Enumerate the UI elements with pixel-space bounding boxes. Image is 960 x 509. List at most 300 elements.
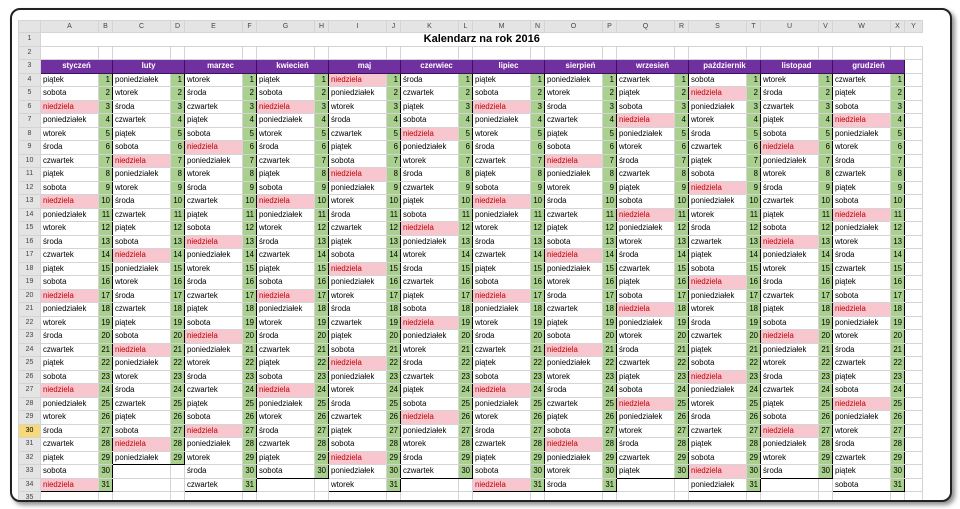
day-name-cell-sunday[interactable]: niedziela [113, 438, 171, 452]
day-number-cell[interactable]: 29 [675, 451, 689, 465]
day-number-cell[interactable]: 23 [531, 370, 545, 384]
day-number-cell[interactable]: 26 [747, 411, 761, 425]
day-number-cell[interactable]: 3 [531, 100, 545, 114]
day-name-cell[interactable]: poniedziałek [113, 73, 171, 87]
row-header[interactable]: 28 [19, 397, 41, 411]
day-name-cell[interactable]: sobota [689, 357, 747, 371]
day-name-cell[interactable]: piątek [329, 330, 387, 344]
day-number-cell[interactable]: 19 [387, 316, 401, 330]
day-name-cell[interactable]: wtorek [401, 249, 459, 263]
day-name-cell[interactable]: czwartek [401, 87, 459, 101]
day-number-cell[interactable]: 20 [747, 330, 761, 344]
day-name-cell[interactable]: środa [761, 276, 819, 290]
day-number-cell[interactable]: 19 [315, 316, 329, 330]
day-name-cell-sunday[interactable]: niedziela [257, 384, 315, 398]
day-name-cell[interactable]: środa [833, 438, 891, 452]
day-name-cell[interactable]: wtorek [185, 73, 243, 87]
day-name-cell-sunday[interactable]: niedziela [329, 451, 387, 465]
day-number-cell[interactable]: 2 [891, 87, 905, 101]
day-number-cell[interactable]: 6 [387, 141, 401, 155]
day-name-cell[interactable]: piątek [257, 168, 315, 182]
empty-cell[interactable] [905, 141, 923, 155]
day-name-cell[interactable]: środa [473, 330, 531, 344]
day-name-cell[interactable]: wtorek [329, 478, 387, 492]
day-name-cell-sunday[interactable]: niedziela [113, 249, 171, 263]
day-name-cell[interactable]: środa [761, 465, 819, 479]
row-header[interactable]: 6 [19, 100, 41, 114]
day-number-cell[interactable]: 24 [603, 384, 617, 398]
day-name-cell[interactable]: sobota [545, 141, 603, 155]
day-number-cell[interactable]: 19 [99, 316, 113, 330]
column-header-v[interactable]: V [819, 21, 833, 33]
day-name-cell[interactable]: środa [545, 289, 603, 303]
day-number-cell[interactable]: 5 [315, 127, 329, 141]
day-number-cell[interactable]: 27 [603, 424, 617, 438]
empty-cell[interactable] [905, 397, 923, 411]
day-name-cell[interactable]: piątek [401, 100, 459, 114]
day-name-cell[interactable]: sobota [113, 235, 171, 249]
day-name-cell[interactable]: wtorek [185, 451, 243, 465]
row-header[interactable]: 11 [19, 168, 41, 182]
day-number-cell[interactable]: 23 [747, 370, 761, 384]
day-number-cell[interactable]: 28 [171, 438, 185, 452]
day-number-cell[interactable]: 20 [819, 330, 833, 344]
day-name-cell-sunday[interactable]: niedziela [113, 343, 171, 357]
day-number-cell[interactable]: 31 [603, 478, 617, 492]
day-name-cell[interactable]: czwartek [617, 357, 675, 371]
day-name-cell-sunday[interactable]: niedziela [761, 330, 819, 344]
day-name-cell[interactable]: sobota [545, 235, 603, 249]
day-name-cell[interactable]: środa [113, 384, 171, 398]
empty-cell[interactable] [315, 46, 329, 60]
day-number-cell[interactable]: 17 [171, 289, 185, 303]
day-name-cell[interactable]: wtorek [761, 451, 819, 465]
day-number-cell[interactable]: 14 [171, 249, 185, 263]
day-number-cell[interactable]: 20 [315, 330, 329, 344]
day-number-cell[interactable]: 8 [315, 168, 329, 182]
day-name-cell[interactable]: poniedziałek [41, 397, 99, 411]
day-number-cell[interactable]: 4 [243, 114, 257, 128]
day-number-cell[interactable]: 31 [747, 478, 761, 492]
day-name-cell[interactable]: środa [329, 208, 387, 222]
row-header[interactable]: 7 [19, 114, 41, 128]
day-name-cell[interactable]: czwartek [833, 451, 891, 465]
day-name-cell[interactable]: sobota [329, 249, 387, 263]
day-name-cell[interactable]: sobota [761, 316, 819, 330]
day-name-cell[interactable]: czwartek [617, 73, 675, 87]
month-header[interactable]: marzec [185, 60, 257, 74]
empty-cell[interactable] [99, 492, 113, 503]
day-number-cell[interactable]: 8 [387, 168, 401, 182]
day-name-cell[interactable]: środa [113, 195, 171, 209]
empty-cell[interactable] [905, 276, 923, 290]
day-number-cell[interactable]: 11 [99, 208, 113, 222]
day-name-cell[interactable]: czwartek [473, 154, 531, 168]
day-name-cell[interactable]: sobota [617, 384, 675, 398]
day-name-cell[interactable]: piątek [41, 73, 99, 87]
day-number-cell[interactable]: 30 [675, 465, 689, 479]
empty-cell[interactable] [531, 46, 545, 60]
empty-cell[interactable] [675, 478, 689, 492]
day-number-cell[interactable]: 17 [747, 289, 761, 303]
day-name-cell[interactable]: czwartek [617, 262, 675, 276]
row-header[interactable]: 18 [19, 262, 41, 276]
day-number-cell[interactable]: 8 [819, 168, 833, 182]
day-number-cell[interactable]: 15 [459, 262, 473, 276]
empty-cell[interactable] [905, 424, 923, 438]
day-name-cell-sunday[interactable]: niedziela [185, 141, 243, 155]
day-number-cell[interactable]: 27 [819, 424, 833, 438]
day-number-cell[interactable]: 14 [891, 249, 905, 263]
day-number-cell[interactable]: 8 [603, 168, 617, 182]
empty-cell[interactable] [905, 235, 923, 249]
day-number-cell[interactable]: 13 [675, 235, 689, 249]
day-name-cell[interactable]: sobota [689, 168, 747, 182]
day-number-cell[interactable]: 29 [459, 451, 473, 465]
empty-cell[interactable] [171, 465, 185, 479]
day-name-cell[interactable]: czwartek [41, 154, 99, 168]
day-name-cell[interactable]: sobota [257, 370, 315, 384]
day-name-cell[interactable]: poniedziałek [833, 127, 891, 141]
empty-cell[interactable] [113, 465, 171, 479]
day-name-cell[interactable]: wtorek [833, 141, 891, 155]
day-number-cell[interactable]: 31 [99, 478, 113, 492]
calendar-title[interactable]: Kalendarz na rok 2016 [423, 33, 540, 45]
empty-cell[interactable] [113, 478, 171, 492]
day-name-cell[interactable]: wtorek [545, 181, 603, 195]
day-number-cell[interactable]: 25 [243, 397, 257, 411]
day-number-cell[interactable]: 2 [243, 87, 257, 101]
column-header-g[interactable]: G [257, 21, 315, 33]
day-number-cell[interactable]: 16 [99, 276, 113, 290]
day-number-cell[interactable]: 21 [387, 343, 401, 357]
day-name-cell[interactable]: czwartek [761, 289, 819, 303]
empty-cell[interactable] [905, 46, 923, 60]
day-number-cell[interactable]: 21 [315, 343, 329, 357]
day-number-cell[interactable]: 19 [243, 316, 257, 330]
day-name-cell[interactable]: poniedziałek [401, 235, 459, 249]
day-number-cell[interactable]: 5 [747, 127, 761, 141]
day-name-cell[interactable]: sobota [617, 195, 675, 209]
day-number-cell[interactable]: 19 [171, 316, 185, 330]
day-name-cell[interactable]: sobota [257, 465, 315, 479]
day-number-cell[interactable]: 23 [459, 370, 473, 384]
empty-cell[interactable] [905, 303, 923, 317]
day-name-cell-sunday[interactable]: niedziela [689, 465, 747, 479]
day-number-cell[interactable]: 11 [459, 208, 473, 222]
day-number-cell[interactable]: 28 [459, 438, 473, 452]
empty-cell[interactable] [459, 46, 473, 60]
day-number-cell[interactable]: 7 [747, 154, 761, 168]
day-name-cell-sunday[interactable]: niedziela [545, 438, 603, 452]
day-number-cell[interactable]: 23 [603, 370, 617, 384]
empty-cell[interactable] [761, 46, 819, 60]
day-name-cell-sunday[interactable]: niedziela [401, 316, 459, 330]
empty-cell[interactable] [113, 492, 171, 503]
day-number-cell[interactable]: 28 [99, 438, 113, 452]
day-name-cell-sunday[interactable]: niedziela [833, 114, 891, 128]
day-name-cell[interactable]: piątek [473, 451, 531, 465]
day-number-cell[interactable]: 9 [747, 181, 761, 195]
day-number-cell[interactable]: 21 [171, 343, 185, 357]
day-name-cell[interactable]: wtorek [833, 424, 891, 438]
empty-cell[interactable] [761, 492, 819, 503]
day-name-cell[interactable]: środa [41, 424, 99, 438]
day-name-cell[interactable]: piątek [761, 303, 819, 317]
day-name-cell[interactable]: wtorek [617, 424, 675, 438]
day-number-cell[interactable]: 4 [387, 114, 401, 128]
row-header[interactable]: 21 [19, 303, 41, 317]
row-header[interactable]: 13 [19, 195, 41, 209]
empty-cell[interactable] [905, 87, 923, 101]
day-number-cell[interactable]: 11 [171, 208, 185, 222]
day-number-cell[interactable]: 4 [819, 114, 833, 128]
day-name-cell[interactable]: poniedziałek [113, 451, 171, 465]
column-header-u[interactable]: U [761, 21, 819, 33]
day-number-cell[interactable]: 28 [243, 438, 257, 452]
day-number-cell[interactable]: 20 [675, 330, 689, 344]
day-name-cell[interactable]: czwartek [833, 262, 891, 276]
row-header[interactable]: 25 [19, 357, 41, 371]
day-name-cell[interactable]: czwartek [401, 276, 459, 290]
row-header[interactable]: 23 [19, 330, 41, 344]
day-name-cell[interactable]: poniedziałek [185, 249, 243, 263]
day-number-cell[interactable]: 10 [459, 195, 473, 209]
day-number-cell[interactable]: 18 [603, 303, 617, 317]
row-header[interactable]: 4 [19, 73, 41, 87]
day-number-cell[interactable]: 14 [459, 249, 473, 263]
day-number-cell[interactable]: 15 [531, 262, 545, 276]
day-number-cell[interactable]: 20 [243, 330, 257, 344]
day-name-cell[interactable]: sobota [473, 181, 531, 195]
day-number-cell[interactable]: 13 [891, 235, 905, 249]
day-name-cell[interactable]: czwartek [545, 397, 603, 411]
day-number-cell[interactable]: 2 [315, 87, 329, 101]
day-name-cell-sunday[interactable]: niedziela [761, 235, 819, 249]
day-name-cell[interactable]: czwartek [689, 141, 747, 155]
day-name-cell[interactable]: wtorek [617, 330, 675, 344]
day-number-cell[interactable]: 25 [171, 397, 185, 411]
column-header-p[interactable]: P [603, 21, 617, 33]
day-number-cell[interactable]: 8 [531, 168, 545, 182]
day-name-cell-sunday[interactable]: niedziela [185, 424, 243, 438]
column-header-i[interactable]: I [329, 21, 387, 33]
day-number-cell[interactable]: 13 [243, 235, 257, 249]
day-name-cell[interactable]: czwartek [113, 208, 171, 222]
day-number-cell[interactable]: 10 [747, 195, 761, 209]
day-number-cell[interactable]: 3 [747, 100, 761, 114]
empty-cell[interactable] [41, 46, 99, 60]
day-number-cell[interactable]: 6 [531, 141, 545, 155]
empty-cell[interactable] [171, 478, 185, 492]
day-name-cell[interactable]: czwartek [761, 384, 819, 398]
day-name-cell[interactable]: środa [185, 370, 243, 384]
day-number-cell[interactable]: 7 [891, 154, 905, 168]
day-number-cell[interactable]: 28 [819, 438, 833, 452]
day-number-cell[interactable]: 9 [819, 181, 833, 195]
day-number-cell[interactable]: 9 [99, 181, 113, 195]
day-number-cell[interactable]: 21 [531, 343, 545, 357]
day-name-cell[interactable]: poniedziałek [689, 100, 747, 114]
day-number-cell[interactable]: 28 [891, 438, 905, 452]
day-number-cell[interactable]: 24 [99, 384, 113, 398]
day-name-cell-sunday[interactable]: niedziela [833, 303, 891, 317]
day-name-cell-sunday[interactable]: niedziela [617, 208, 675, 222]
day-number-cell[interactable]: 31 [891, 478, 905, 492]
day-number-cell[interactable]: 6 [675, 141, 689, 155]
day-name-cell[interactable]: poniedziałek [473, 303, 531, 317]
day-name-cell[interactable]: piątek [833, 181, 891, 195]
day-name-cell[interactable]: piątek [545, 411, 603, 425]
day-number-cell[interactable]: 12 [315, 222, 329, 236]
day-number-cell[interactable]: 4 [171, 114, 185, 128]
day-name-cell[interactable]: sobota [113, 424, 171, 438]
day-number-cell[interactable]: 8 [99, 168, 113, 182]
day-number-cell[interactable]: 3 [387, 100, 401, 114]
day-name-cell[interactable]: sobota [401, 303, 459, 317]
empty-cell[interactable] [171, 46, 185, 60]
day-name-cell[interactable]: piątek [617, 181, 675, 195]
day-name-cell[interactable]: poniedziałek [761, 154, 819, 168]
day-name-cell[interactable]: wtorek [545, 465, 603, 479]
day-number-cell[interactable]: 20 [99, 330, 113, 344]
empty-cell[interactable] [113, 46, 171, 60]
day-number-cell[interactable]: 15 [315, 262, 329, 276]
day-name-cell[interactable]: środa [329, 114, 387, 128]
day-number-cell[interactable]: 9 [315, 181, 329, 195]
empty-cell[interactable] [243, 46, 257, 60]
day-name-cell-sunday[interactable]: niedziela [761, 141, 819, 155]
day-name-cell[interactable]: poniedziałek [401, 330, 459, 344]
day-name-cell[interactable]: piątek [329, 141, 387, 155]
day-number-cell[interactable]: 10 [531, 195, 545, 209]
day-number-cell[interactable]: 9 [531, 181, 545, 195]
day-number-cell[interactable]: 18 [819, 303, 833, 317]
empty-cell[interactable] [905, 114, 923, 128]
empty-cell[interactable] [257, 478, 315, 492]
day-number-cell[interactable]: 29 [891, 451, 905, 465]
day-number-cell[interactable]: 2 [747, 87, 761, 101]
day-name-cell[interactable]: piątek [617, 370, 675, 384]
day-name-cell[interactable]: środa [617, 154, 675, 168]
row-header[interactable]: 31 [19, 438, 41, 452]
day-name-cell[interactable]: wtorek [185, 168, 243, 182]
day-number-cell[interactable]: 28 [315, 438, 329, 452]
day-name-cell[interactable]: sobota [473, 370, 531, 384]
day-number-cell[interactable]: 17 [315, 289, 329, 303]
day-number-cell[interactable]: 6 [603, 141, 617, 155]
day-number-cell[interactable]: 2 [171, 87, 185, 101]
day-name-cell[interactable]: sobota [41, 87, 99, 101]
day-number-cell[interactable]: 19 [531, 316, 545, 330]
day-number-cell[interactable]: 4 [99, 114, 113, 128]
day-name-cell-sunday[interactable]: niedziela [41, 478, 99, 492]
day-number-cell[interactable]: 20 [459, 330, 473, 344]
day-name-cell[interactable]: piątek [473, 73, 531, 87]
day-name-cell[interactable]: wtorek [761, 357, 819, 371]
row-header[interactable]: 32 [19, 451, 41, 465]
day-name-cell[interactable]: piątek [113, 411, 171, 425]
day-name-cell[interactable]: piątek [257, 262, 315, 276]
day-name-cell[interactable]: piątek [545, 222, 603, 236]
day-name-cell[interactable]: piątek [833, 87, 891, 101]
day-number-cell[interactable]: 29 [387, 451, 401, 465]
day-name-cell[interactable]: wtorek [41, 316, 99, 330]
empty-cell[interactable] [905, 181, 923, 195]
day-name-cell[interactable]: sobota [833, 195, 891, 209]
empty-cell[interactable] [905, 262, 923, 276]
day-name-cell[interactable]: poniedziałek [401, 141, 459, 155]
month-header[interactable]: maj [329, 60, 401, 74]
day-number-cell[interactable]: 11 [747, 208, 761, 222]
day-name-cell[interactable]: piątek [185, 397, 243, 411]
day-name-cell[interactable]: czwartek [257, 154, 315, 168]
day-number-cell[interactable]: 22 [459, 357, 473, 371]
day-name-cell[interactable]: piątek [545, 316, 603, 330]
empty-cell[interactable] [531, 492, 545, 503]
day-number-cell[interactable]: 30 [891, 465, 905, 479]
day-name-cell[interactable]: wtorek [617, 141, 675, 155]
day-name-cell[interactable]: poniedziałek [617, 316, 675, 330]
day-name-cell-sunday[interactable]: niedziela [545, 343, 603, 357]
row-header[interactable]: 33 [19, 465, 41, 479]
empty-cell[interactable] [905, 208, 923, 222]
empty-cell[interactable] [603, 492, 617, 503]
empty-cell[interactable] [329, 492, 387, 503]
day-number-cell[interactable]: 26 [171, 411, 185, 425]
day-number-cell[interactable]: 14 [819, 249, 833, 263]
day-name-cell[interactable]: czwartek [689, 235, 747, 249]
day-number-cell[interactable]: 4 [315, 114, 329, 128]
day-name-cell-sunday[interactable]: niedziela [41, 384, 99, 398]
day-name-cell[interactable]: sobota [689, 451, 747, 465]
day-number-cell[interactable]: 18 [747, 303, 761, 317]
day-name-cell[interactable]: środa [761, 181, 819, 195]
day-name-cell[interactable]: piątek [473, 357, 531, 371]
row-header[interactable]: 9 [19, 141, 41, 155]
day-name-cell[interactable]: wtorek [833, 330, 891, 344]
empty-cell[interactable] [747, 492, 761, 503]
day-name-cell[interactable]: czwartek [401, 370, 459, 384]
day-name-cell[interactable]: sobota [329, 343, 387, 357]
empty-cell[interactable] [603, 46, 617, 60]
day-name-cell[interactable]: poniedziałek [41, 208, 99, 222]
column-header-e[interactable]: E [185, 21, 243, 33]
day-number-cell[interactable]: 5 [891, 127, 905, 141]
day-number-cell[interactable]: 14 [243, 249, 257, 263]
day-number-cell[interactable]: 13 [171, 235, 185, 249]
day-name-cell[interactable]: środa [401, 451, 459, 465]
day-number-cell[interactable]: 27 [747, 424, 761, 438]
day-number-cell[interactable]: 16 [531, 276, 545, 290]
day-number-cell[interactable]: 10 [99, 195, 113, 209]
day-number-cell[interactable]: 5 [675, 127, 689, 141]
day-number-cell[interactable]: 18 [171, 303, 185, 317]
day-name-cell[interactable]: wtorek [113, 276, 171, 290]
day-name-cell[interactable]: piątek [185, 208, 243, 222]
day-number-cell[interactable]: 2 [387, 87, 401, 101]
day-number-cell[interactable]: 18 [459, 303, 473, 317]
day-name-cell-sunday[interactable]: niedziela [329, 357, 387, 371]
empty-cell[interactable] [819, 478, 833, 492]
day-name-cell[interactable]: poniedziałek [545, 73, 603, 87]
day-name-cell-sunday[interactable]: niedziela [401, 127, 459, 141]
day-name-cell[interactable]: czwartek [473, 438, 531, 452]
day-number-cell[interactable]: 11 [603, 208, 617, 222]
day-name-cell[interactable]: wtorek [473, 411, 531, 425]
day-number-cell[interactable]: 17 [459, 289, 473, 303]
day-number-cell[interactable]: 24 [531, 384, 545, 398]
